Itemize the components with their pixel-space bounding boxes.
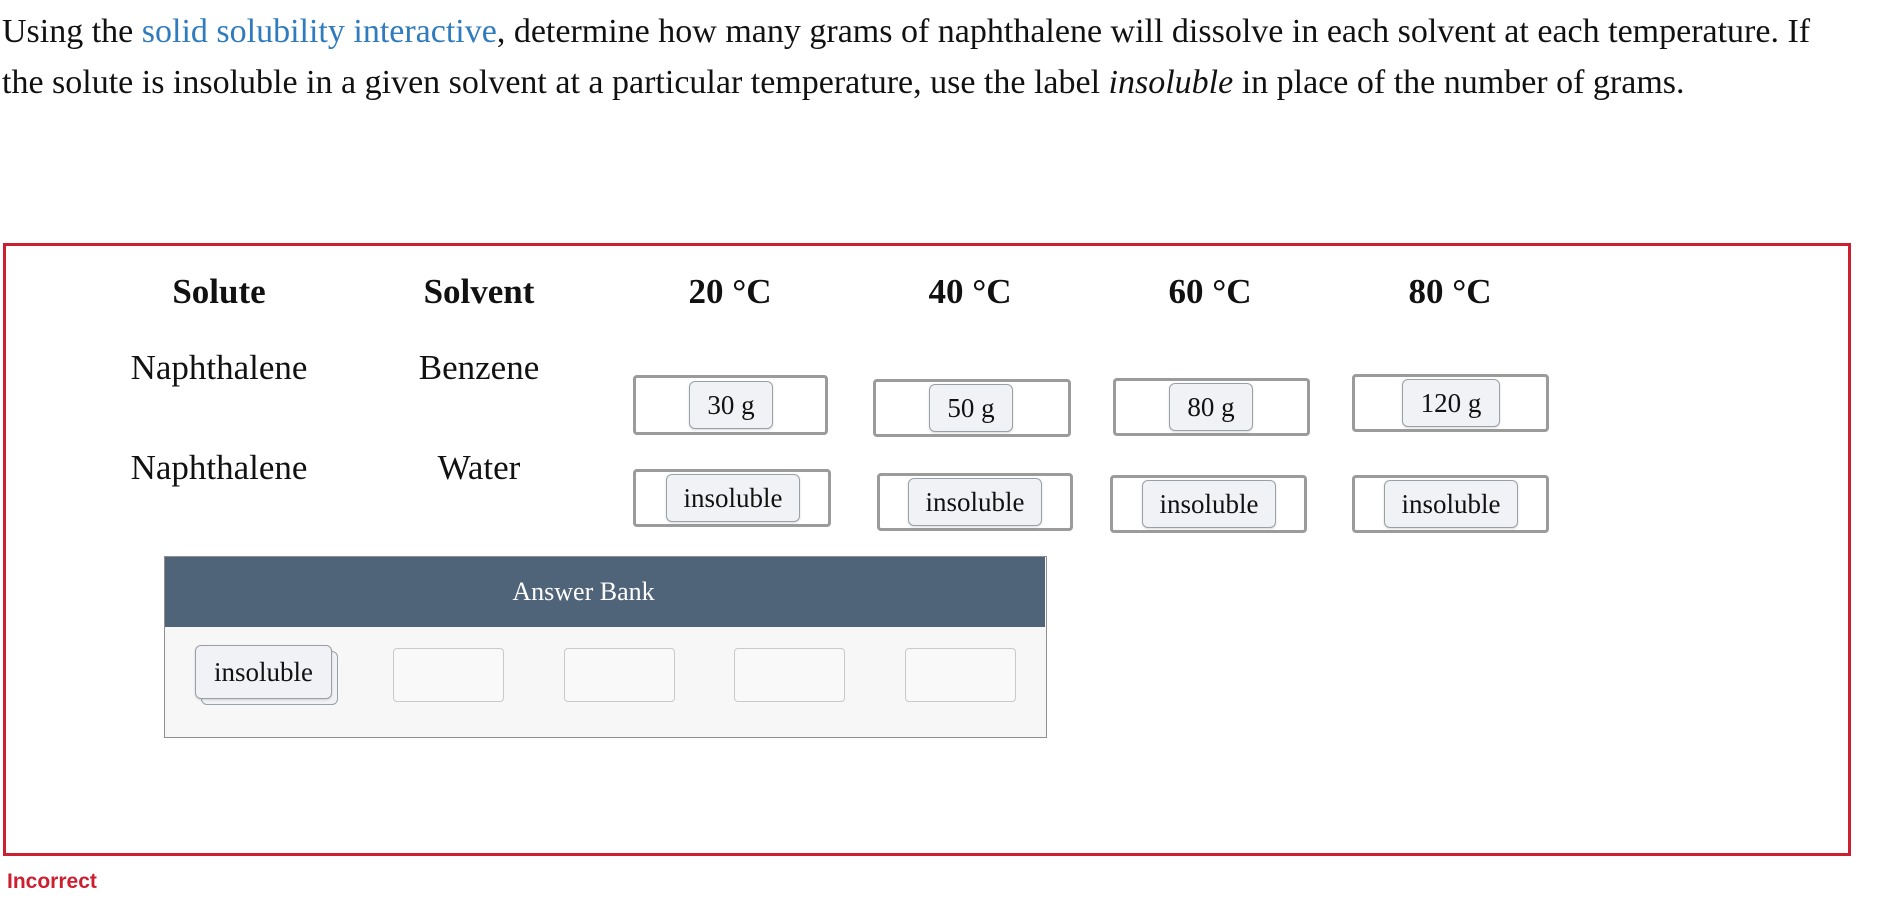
row2-solvent: Water (437, 448, 521, 487)
answer-bank-empty-slot (564, 648, 675, 702)
header-80c: 80 °C (1408, 272, 1492, 311)
header-solvent: Solvent (423, 272, 535, 311)
answer-bank-empty-slot (734, 648, 845, 702)
answer-tile[interactable]: 50 g (929, 384, 1013, 432)
prompt-emphasis: insoluble (1108, 64, 1234, 101)
row2-solute: Naphthalene (130, 448, 308, 487)
answer-bank-empty-slot (393, 648, 504, 702)
drop-target-benzene-80c[interactable] (1352, 374, 1549, 432)
header-20c: 20 °C (688, 272, 772, 311)
answer-tile[interactable]: 30 g (689, 381, 773, 429)
header-solute: Solute (172, 272, 266, 311)
drop-target-benzene-40c[interactable] (873, 379, 1071, 437)
drop-target-water-40c[interactable] (877, 473, 1073, 531)
answer-area (3, 243, 1851, 856)
prompt-text: in place of the number of grams. (1233, 64, 1685, 101)
drop-target-water-60c[interactable] (1110, 475, 1307, 533)
solid-solubility-interactive-link[interactable]: solid solubility interactive (141, 13, 497, 50)
feedback-status: Incorrect (7, 870, 97, 893)
header-40c: 40 °C (928, 272, 1012, 311)
answer-bank-empty-slot (905, 648, 1016, 702)
answer-tile[interactable]: 80 g (1169, 383, 1253, 431)
header-60c: 60 °C (1168, 272, 1252, 311)
question-prompt (2, 6, 1852, 108)
prompt-text: , determine how many grams of naphthalene will dissolve in each solvent at each temperature. If the solute is insoluble in a given solvent at a particular temperature, use the label (2, 13, 1811, 101)
answer-tile[interactable]: 120 g (1402, 379, 1500, 427)
answer-bank (164, 556, 1047, 738)
drop-target-water-20c[interactable] (633, 469, 831, 527)
answer-tile[interactable]: insoluble (1384, 480, 1518, 528)
row1-solvent: Benzene (418, 348, 540, 387)
answer-bank-title: Answer Bank (165, 557, 1045, 627)
drop-target-benzene-20c[interactable] (633, 375, 828, 435)
answer-tile[interactable]: insoluble (666, 474, 800, 522)
row1-solute: Naphthalene (130, 348, 308, 387)
drop-target-benzene-60c[interactable] (1113, 378, 1310, 436)
prompt-text: Using the (2, 13, 142, 50)
answer-tile[interactable]: insoluble (1142, 480, 1276, 528)
answer-tile[interactable]: insoluble (908, 478, 1042, 526)
drop-target-water-80c[interactable] (1352, 475, 1549, 533)
answer-bank-tile-insoluble[interactable]: insoluble (195, 645, 332, 699)
